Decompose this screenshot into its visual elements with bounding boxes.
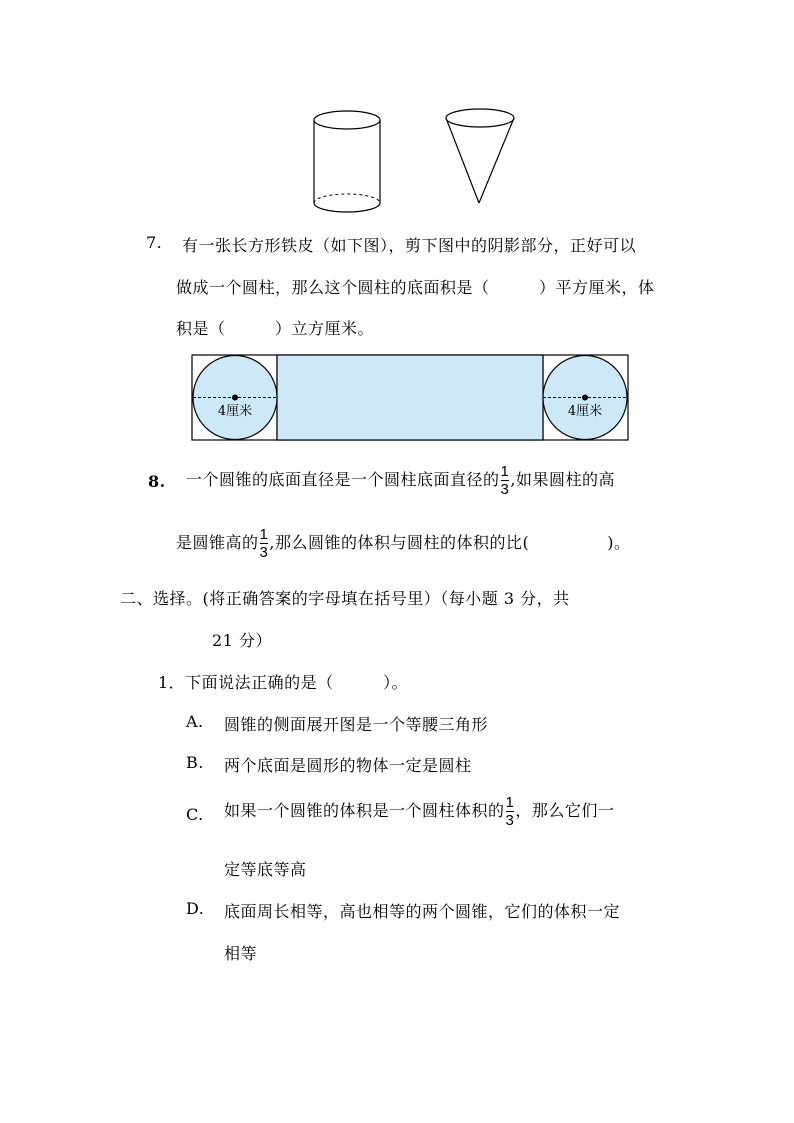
fraction-one-third: $\frac{1}{3}$: [500, 463, 510, 498]
option-d-text-cont: 相等: [224, 944, 258, 963]
q7-line-1: 有一张长方形铁皮（如下图），剪下图中的阴影部分，正好可以: [182, 236, 637, 255]
fraction-one-third: $\frac{1}{3}$: [505, 794, 515, 829]
mc-q1-stem: 1．下面说法正确的是（ ）。: [158, 673, 409, 692]
left-center-dot: [232, 395, 238, 401]
option-d-text: 底面周长相等，高也相等的两个圆锥，它们的体积一定: [224, 902, 621, 921]
cylinder-cone-figure: [300, 100, 540, 218]
option-a-letter: A.: [186, 712, 204, 731]
fraction-one-third: $\frac{1}{3}$: [259, 526, 269, 561]
option-a-text: 圆锥的侧面展开图是一个等腰三角形: [224, 715, 489, 734]
q8-number: 8.: [148, 472, 166, 491]
q8-line-2: 是圆锥高的 $\frac{1}{3}$ ,那么圆锥的体积与圆柱的体积的比( )。: [176, 526, 631, 561]
cylinder-shape: [314, 111, 380, 212]
rectangle-sheet-figure: [190, 352, 632, 444]
section-2-heading: 二、选择。(将正确答案的字母填在括号里）（每小题 3 分，共: [120, 589, 570, 608]
option-b-text: 两个底面是圆形的物体一定是圆柱: [224, 756, 472, 775]
q7-line-3: 积是（ ）立方厘米。: [176, 319, 375, 338]
right-diameter-label: 4厘米: [567, 404, 603, 419]
left-diameter-label: 4厘米: [217, 404, 253, 419]
option-c-text: 如果一个圆锥的体积是一个圆柱体积的 $\frac{1}{3}$ ，那么它们一: [224, 794, 615, 829]
shaded-lateral-rectangle: [277, 355, 543, 440]
option-c-letter: C.: [186, 805, 204, 824]
option-b-letter: B.: [186, 753, 204, 772]
option-c-text-cont: 定等底等高: [224, 860, 307, 879]
section-2-heading-cont: 21 分）: [212, 631, 272, 650]
cone-shape: [446, 109, 514, 203]
right-center-dot: [582, 395, 588, 401]
q8-line-1: 一个圆锥的底面直径是一个圆柱底面直径的 $\frac{1}{3}$ ,如果圆柱的高: [186, 463, 615, 498]
option-d-letter: D.: [186, 899, 205, 918]
q7-number: 7.: [146, 233, 163, 252]
q7-line-2: 做成一个圆柱，那么这个圆柱的底面积是（ ）平方厘米，体: [176, 278, 655, 297]
